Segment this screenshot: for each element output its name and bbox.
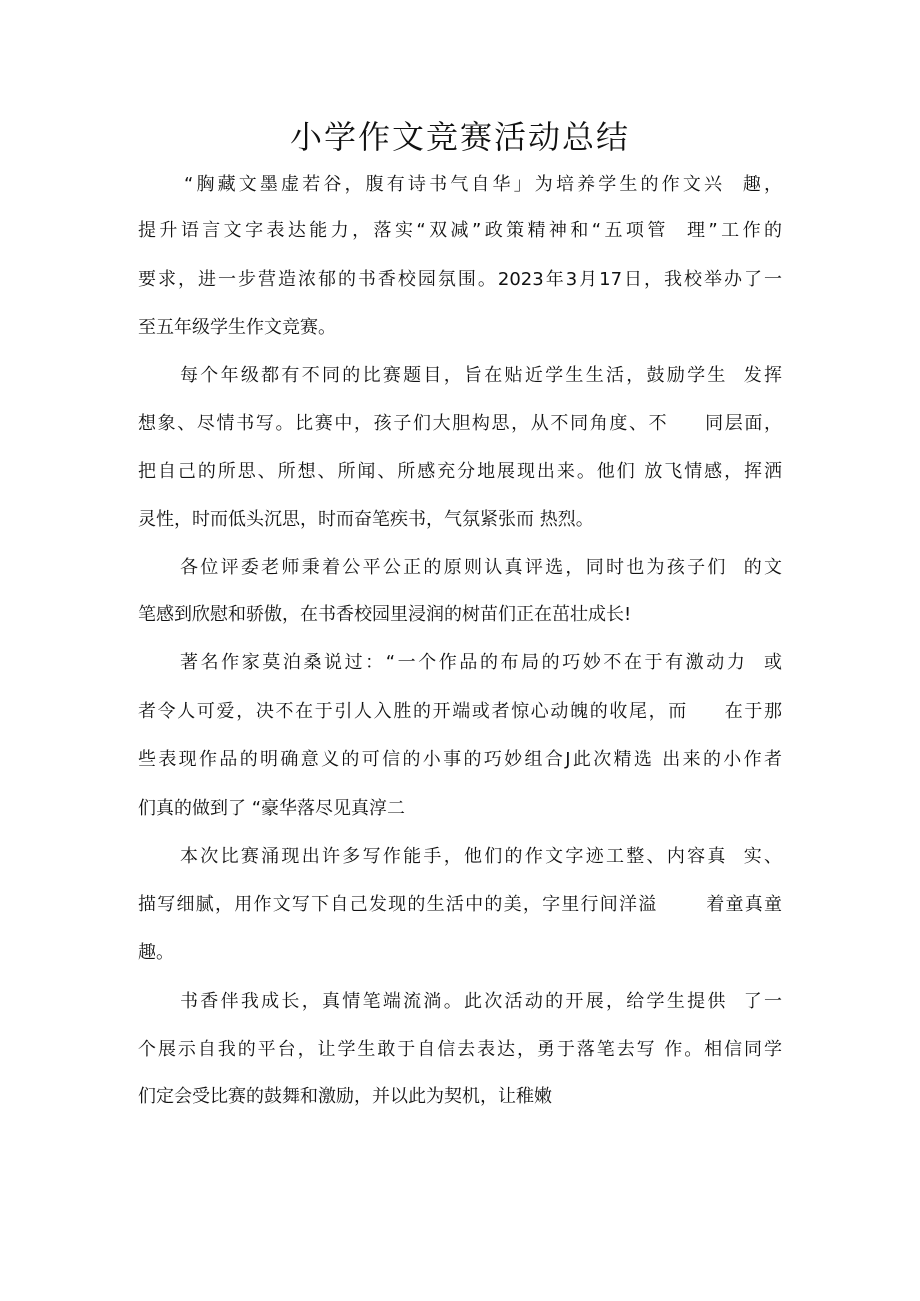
paragraph-line: 们定会受比赛的鼓舞和激励，并以此为契机，让稚嫩 [138, 1086, 552, 1107]
paragraph-line: 著名作家莫泊桑说过：“一个作品的布局的巧妙不在于有激动力 或 [180, 652, 782, 673]
paragraph-line: 者令人可爱，决不在于引人入胜的开端或者惊心动魄的收尾，而 在于那 [138, 701, 782, 722]
paragraph-line: 把自己的所思、所想、所闻、所感充分地展现出来。他们 放飞情感，挥洒 [138, 461, 782, 482]
paragraph-line: 趣。 [138, 942, 174, 963]
paragraph-line: “胸藏文墨虚若谷，腹有诗书气自华」为培养学生的作文兴 趣， [184, 174, 782, 195]
paragraph-line: 要求，进一步营造浓郁的书香校园氛围。2023年3月17日，我校举办了一 [138, 269, 782, 290]
paragraph-line: 笔感到欣慰和骄傲，在书香校园里浸润的树苗们正在茁壮成长! [138, 604, 632, 625]
paragraph-line: 本次比赛涌现出许多写作能手，他们的作文字迹工整、内容真 实、 [180, 846, 782, 867]
paragraph-line: 描写细腻，用作文写下自己发现的生活中的美，字里行间洋溢 着童真童 [138, 894, 782, 915]
paragraph-line: 灵性，时而低头沉思，时而奋笔疾书，气氛紧张而 热烈。 [138, 509, 594, 530]
paragraph-line: 至五年级学生作文竞赛。 [138, 317, 336, 338]
paragraph-line: 想象、尽情书写。比赛中，孩子们大胆构思，从不同角度、不 同层面， [138, 413, 782, 434]
paragraph-line: 们真的做到了 “豪华落尽见真淳二 [138, 798, 406, 819]
paragraph-line: 些表现作品的明确意义的可信的小事的巧妙组合J此次精选 出来的小作者 [138, 749, 782, 770]
paragraph-line: 提升语言文字表达能力，落实“双减”政策精神和“五项管 理”工作的 [138, 220, 782, 241]
paragraph-line: 书香伴我成长，真情笔端流淌。此次活动的开展，给学生提供 了一 [180, 991, 782, 1012]
paragraph-line: 每个年级都有不同的比赛题目，旨在贴近学生生活，鼓励学生 发挥 [180, 365, 782, 386]
paragraph-line: 个展示自我的平台，让学生敢于自信去表达，勇于落笔去写 作。相信同学 [138, 1039, 782, 1060]
document-title: 小学作文竞赛活动总结 [289, 118, 630, 156]
paragraph-line: 各位评委老师秉着公平公正的原则认真评选，同时也为孩子们 的文 [180, 557, 782, 578]
